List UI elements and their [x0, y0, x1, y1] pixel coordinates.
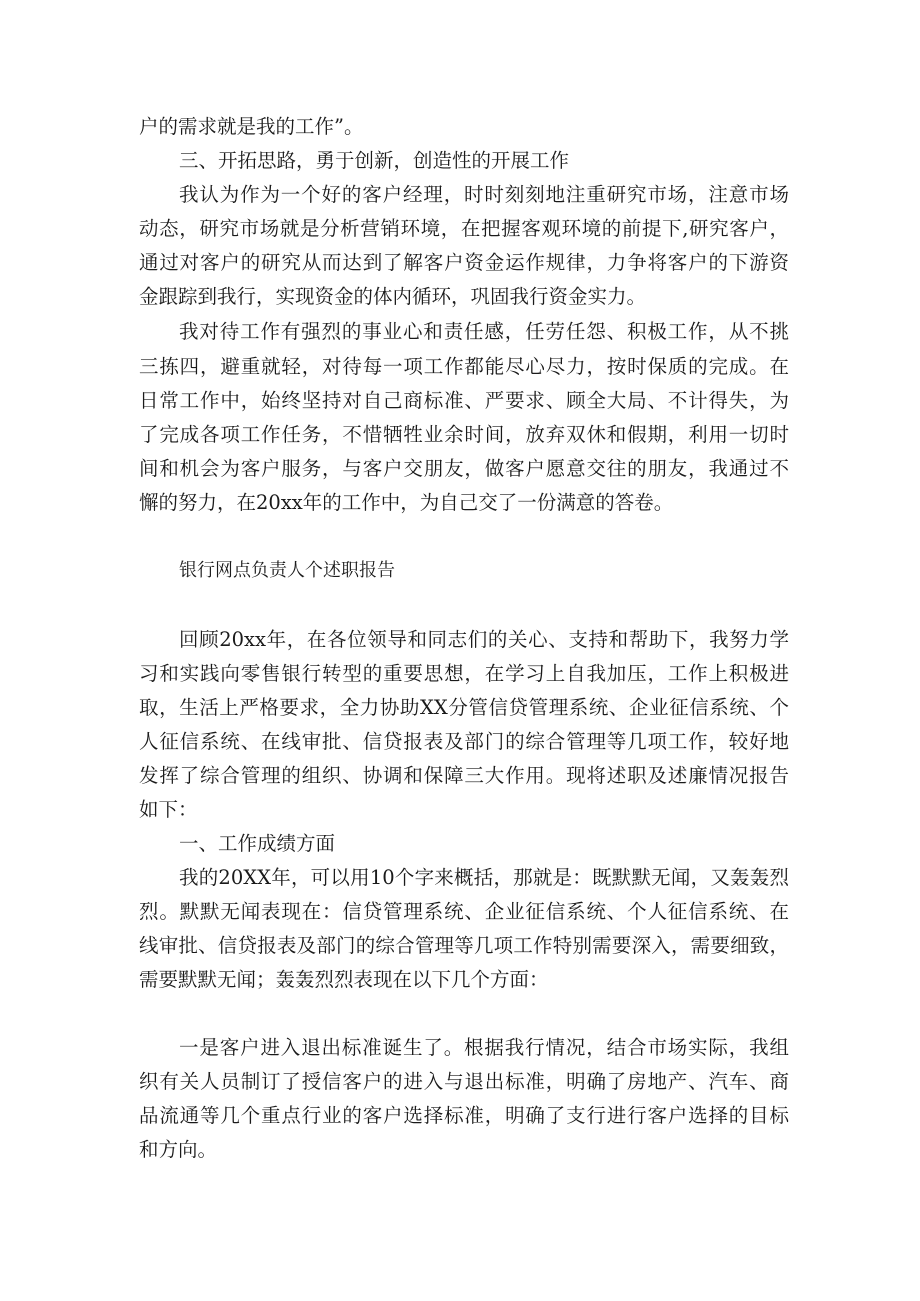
paragraph-line: 织有关人员制订了授信客户的进入与退出标准，明确了房地产、汽车、商 — [139, 1070, 789, 1093]
paragraph-line: 间和机会为客户服务，与客户交朋友，做客户愿意交往的朋友，我通过不 — [139, 457, 789, 480]
paragraph-line: 取，生活上严格要求，全力协助XX分管信贷管理系统、企业征信系统、个 — [139, 696, 789, 719]
paragraph-line: 如下： — [139, 798, 198, 821]
paragraph-line: 动态，研究市场就是分析营销环境，在把握客观环境的前提下,研究客户， — [139, 217, 789, 240]
paragraph-line: 回顾20xx年，在各位领导和同志们的关心、支持和帮助下，我努力学 — [179, 628, 789, 651]
paragraph-line: 烈。默默无闻表现在：信贷管理系统、企业征信系统、个人征信系统、在 — [139, 900, 789, 923]
paragraph-line: 日常工作中，始终坚持对自己商标准、严要求、顾全大局、不计得失，为 — [139, 389, 789, 412]
paragraph-line: 品流通等几个重点行业的客户选择标准，明确了支行进行客户选择的目标 — [139, 1104, 789, 1127]
paragraph-line: 懈的努力，在20xx年的工作中，为自己交了一份满意的答卷。 — [139, 491, 674, 514]
paragraph-line: 习和实践向零售银行转型的重要思想，在学习上自我加压，工作上积极进 — [139, 662, 789, 685]
paragraph-line: 人征信系统、在线审批、信贷报表及部门的综合管理等几项工作，较好地 — [139, 730, 789, 753]
report-title: 银行网点负责人个述职报告 — [179, 560, 395, 581]
paragraph-line: 线审批、信贷报表及部门的综合管理等几项工作特别需要深入，需要细致， — [139, 934, 789, 957]
paragraph-line: 和方向。 — [139, 1138, 218, 1161]
paragraph-line: 通过对客户的研究从而达到了解客户资金运作规律，力争将客户的下游资 — [139, 251, 789, 274]
paragraph-line: 发挥了综合管理的组织、协调和保障三大作用。现将述职及述廉情况报告 — [139, 764, 789, 787]
paragraph-line: 我对待工作有强烈的事业心和责任感，任劳任怨、积极工作，从不挑 — [179, 320, 789, 343]
paragraph-line: 需要默默无闻；轰轰烈烈表现在以下几个方面： — [139, 968, 549, 991]
paragraph-line: 了完成各项工作任务，不惜牺牲业余时间，放弃双休和假期，利用一切时 — [139, 423, 789, 446]
section-heading: 三、开拓思路，勇于创新，创造性的开展工作 — [179, 149, 570, 172]
paragraph-line: 三拣四，避重就轻，对待每一项工作都能尽心尽力，按时保质的完成。在 — [139, 355, 789, 378]
paragraph-line: 我认为作为一个好的客户经理，时时刻刻地注重研究市场，注意市场 — [179, 183, 789, 206]
paragraph-line: 金跟踪到我行，实现资金的体内循环，巩固我行资金实力。 — [139, 285, 647, 308]
paragraph-line: 户的需求就是我的工作”。 — [139, 115, 364, 138]
section-heading: 一、工作成绩方面 — [179, 832, 336, 855]
paragraph-line: 我的20XX年，可以用10个字来概括，那就是：既默默无闻，又轰轰烈 — [179, 866, 789, 889]
paragraph-line: 一是客户进入退出标准诞生了。根据我行情况，结合市场实际，我组 — [179, 1036, 789, 1059]
